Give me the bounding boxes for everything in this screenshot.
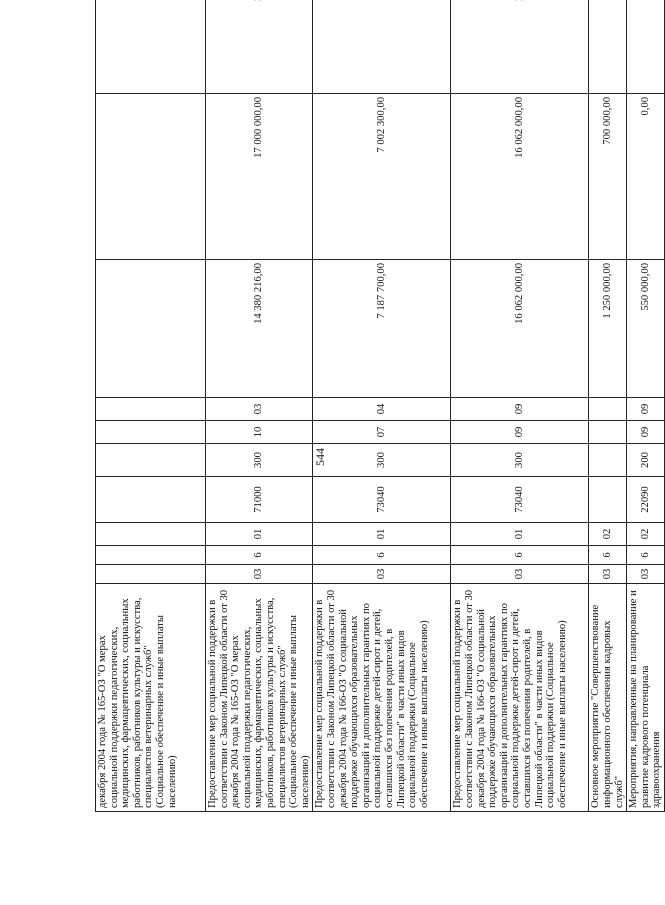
budget-table-container — [95, 0, 663, 812]
amount-year-3 — [313, 0, 451, 94]
table-row — [313, 0, 451, 812]
amount-year-3 — [96, 0, 206, 94]
expense-type-code: 300 — [313, 444, 451, 477]
direction-code: 73040 — [451, 477, 589, 523]
amount-year-2: 0,00 — [627, 94, 665, 260]
row-description: декабря 2004 года № 165-ОЗ "О мерах социальной поддержки педагогических, медицинских, фармацевтических, социальных работников, работников культуры и искусства, специалистов ветеринарных служб" (Социальное обеспечение и иные выплаты населению) — [96, 584, 206, 812]
amount-year-1: 1 250 000,00 — [589, 260, 627, 398]
direction-code — [96, 477, 206, 523]
amount-year-2 — [96, 94, 206, 260]
section-code — [96, 421, 206, 444]
row-description: Предоставление мер социальной поддержки в соответствии с Законом Липецкой области от 30 декабря 2004 года № 166-ОЗ "О социальной поддержке обучающихся образовательных организаций и дополнительных гарантиях по социальной поддержке детей-сирот и детей, оставшихся без попечения родителей, в Липецкой области" в части иных видов социальной поддержки (Социальное обеспечение и иные выплаты населению) — [313, 584, 451, 812]
direction-code: 73040 — [313, 477, 451, 523]
event-code: 02 — [627, 523, 665, 546]
program-code: 03 — [313, 565, 451, 584]
event-code: 01 — [451, 523, 589, 546]
expense-type-code: 300 — [451, 444, 589, 477]
subsection-code: 03 — [206, 398, 313, 421]
subprogram-code — [96, 546, 206, 565]
row-description: Предоставление мер социальной поддержки в соответствии с Законом Липецкой области от 30 декабря 2004 года № 165-ОЗ "О мерах социальной поддержки педагогических, медицинских, фармацевтических, социальных работников, работников культуры и искусства, специалистов ветеринарных служб" (Социальное обеспечение и иные выплаты населению) — [206, 584, 313, 812]
table-body — [96, 0, 665, 812]
subsection-code — [96, 398, 206, 421]
table-row — [589, 0, 627, 812]
event-code: 01 — [206, 523, 313, 546]
event-code — [96, 523, 206, 546]
section-code: 09 — [627, 421, 665, 444]
amount-year-3 — [589, 0, 627, 94]
amount-year-3 — [206, 0, 313, 94]
program-code: 03 — [627, 565, 665, 584]
direction-code: 22090 — [627, 477, 665, 523]
amount-year-3 — [451, 0, 589, 94]
subsection-code: 04 — [313, 398, 451, 421]
table-row — [206, 0, 313, 812]
amount-year-3 — [627, 0, 665, 94]
amount-year-1 — [96, 260, 206, 398]
program-code — [96, 565, 206, 584]
row-description: Предоставление мер социальной поддержки в соответствии с Законом Липецкой области от 30 декабря 2004 года № 166-ОЗ "О социальной поддержке обучающихся образовательных организаций и дополнительных гарантиях по социальной поддержке детей-сирот и детей, оставшихся без попечения родителей, в Липецкой области" в части иных видов социальной поддержки (Социальное обеспечение и иные выплаты населению) — [451, 584, 589, 812]
program-code: 03 — [451, 565, 589, 584]
amount-year-2: 7 002 300,00 — [313, 94, 451, 260]
section-code: 07 — [313, 421, 451, 444]
row-description: Основное мероприятие "Совершенствование информационного обеспечения кадровых служб" — [589, 584, 627, 812]
subprogram-code: 6 — [206, 546, 313, 565]
section-code — [589, 421, 627, 444]
amount-year-2: 16 062 000,00 — [451, 94, 589, 260]
event-code: 01 — [313, 523, 451, 546]
amount-year-1: 16 062 000,00 — [451, 260, 589, 398]
program-code: 03 — [589, 565, 627, 584]
row-description: Мероприятия, направленные на планирование и развитие кадрового потенциала здравоохранения — [627, 584, 665, 812]
table-row — [627, 0, 665, 812]
table-row — [451, 0, 589, 812]
program-code: 03 — [206, 565, 313, 584]
subsection-code: 09 — [627, 398, 665, 421]
direction-code — [589, 477, 627, 523]
subsection-code — [589, 398, 627, 421]
page-number: 544 — [313, 448, 327, 466]
amount-year-2: 700 000,00 — [589, 94, 627, 260]
amount-year-1: 7 187 700,00 — [313, 260, 451, 398]
table-row — [96, 0, 206, 812]
subprogram-code: 6 — [451, 546, 589, 565]
subprogram-code: 6 — [589, 546, 627, 565]
budget-table — [95, 0, 665, 812]
expense-type-code: 200 — [627, 444, 665, 477]
direction-code: 71000 — [206, 477, 313, 523]
expense-type-code: 300 — [206, 444, 313, 477]
section-code: 09 — [451, 421, 589, 444]
event-code: 02 — [589, 523, 627, 546]
section-code: 10 — [206, 421, 313, 444]
amount-year-2: 17 000 000,00 — [206, 94, 313, 260]
amount-year-1: 14 380 216,00 — [206, 260, 313, 398]
subsection-code: 09 — [451, 398, 589, 421]
subprogram-code: 6 — [627, 546, 665, 565]
expense-type-code — [96, 444, 206, 477]
expense-type-code — [589, 444, 627, 477]
subprogram-code: 6 — [313, 546, 451, 565]
amount-year-1: 550 000,00 — [627, 260, 665, 398]
